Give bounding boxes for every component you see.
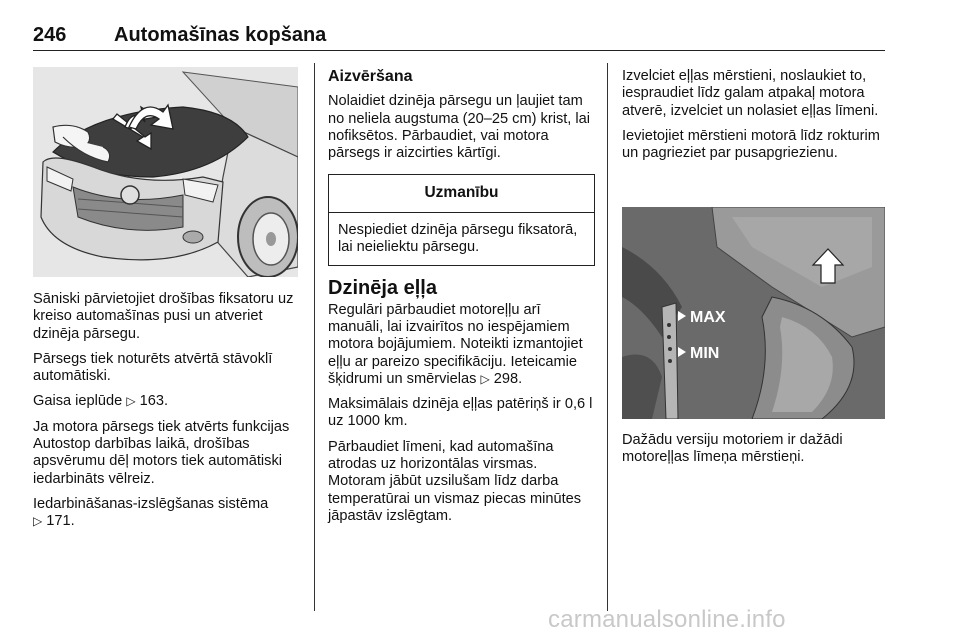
paragraph: Pārbaudiet līmeni, kad automašīna atrodas uz horizontālas virsmas. Motoram jābūt uzsilušam līdz darba temperatūrai un vismaz piecas minūtes jāpastāv izslēgtam. [328, 438, 582, 524]
column-2 [328, 68, 595, 533]
paragraph: Nolaidiet dzinēja pārsegu un ļaujiet tam no neliela augstuma (20–25 cm) krist, lai nofiksētos. Pārbaudiet, vai motora pārsegs ir aizcirties kārtīgi. [328, 93, 591, 162]
dipstick-min-label: MIN [690, 345, 720, 362]
engine-oil-heading: Dzinēja eļļa [328, 277, 437, 300]
paragraph: Iedarbināšanas-izslēgšanas sistēma ▷ 171. [33, 495, 269, 530]
dipstick-max-label: MAX [690, 309, 726, 326]
caution-box [328, 174, 595, 266]
page-reference: 298. [493, 370, 523, 387]
column-3-bottom [622, 432, 888, 475]
paragraph: Maksimālais dzinēja eļļas patēriņš ir 0,6 l uz 1000 km. [328, 396, 593, 430]
page-reference: 171. [46, 513, 75, 530]
column-3 [622, 68, 888, 170]
paragraph: Gaisa ieplūde ▷ 163. [33, 393, 169, 410]
paragraph: Ievietojiet mērstieni motorā līdz rokturim un pagrieziet par pusapgriezienu. [622, 127, 880, 162]
watermark-text: carmanualsonline.info [548, 606, 786, 633]
paragraph: Sāniski pārvietojiet drošības fiksatoru uz kreiso automašīnas pusi un atveriet dzinēja pārsegu. [33, 291, 294, 342]
dipstick-illustration [622, 207, 885, 419]
paragraph: Izvelciet eļļas mērstieni, noslaukiet to, iespraudiet līdz galam atpakaļ motora atverē, izvelciet un nolasiet eļļas līmeni. [622, 68, 879, 119]
caution-text: Nespiediet dzinēja pārsegu fiksatorā, lai neieliektu pārsegu. [338, 221, 578, 256]
page-header [33, 24, 885, 50]
reference-arrow-icon: ▷ [33, 514, 43, 529]
page-reference: 163. [139, 393, 169, 410]
caution-title: Uzmanību [329, 175, 594, 212]
paragraph: Ja motora pārsegs tiek atvērts funkcijas Autostop darbības laikā, drošības apsvērumu dēļ motors tiek automātiski iedarbināts vēlreiz. [33, 418, 290, 487]
chapter-title: Automašīnas kopšana [114, 24, 327, 46]
reference-arrow-icon: ▷ [126, 394, 136, 409]
paragraph: Pārsegs tiek noturēts atvērtā stāvoklī automātiski. [33, 350, 273, 385]
reference-arrow-icon: ▷ [480, 371, 490, 386]
column-divider-2 [607, 63, 608, 611]
header-rule [33, 50, 885, 51]
column-1 [33, 291, 301, 539]
paragraph: Dažādu versiju motoriem ir dažādi motoreļļas līmeņa mērstieņi. [622, 432, 843, 466]
column-divider-1 [314, 63, 315, 611]
closing-heading: Aizvēršana [328, 68, 413, 85]
page-number: 246 [33, 24, 67, 46]
hood-opening-illustration [33, 67, 298, 277]
paragraph: Regulāri pārbaudiet motoreļļu arī manuāli, lai izvairītos no iespējamiem motora bojājumiem. Noteikti izmantojiet eļļu ar pareizo specifikāciju. Ieteicamie šķidrumi un smērvielas ▷ 298. [328, 301, 583, 387]
